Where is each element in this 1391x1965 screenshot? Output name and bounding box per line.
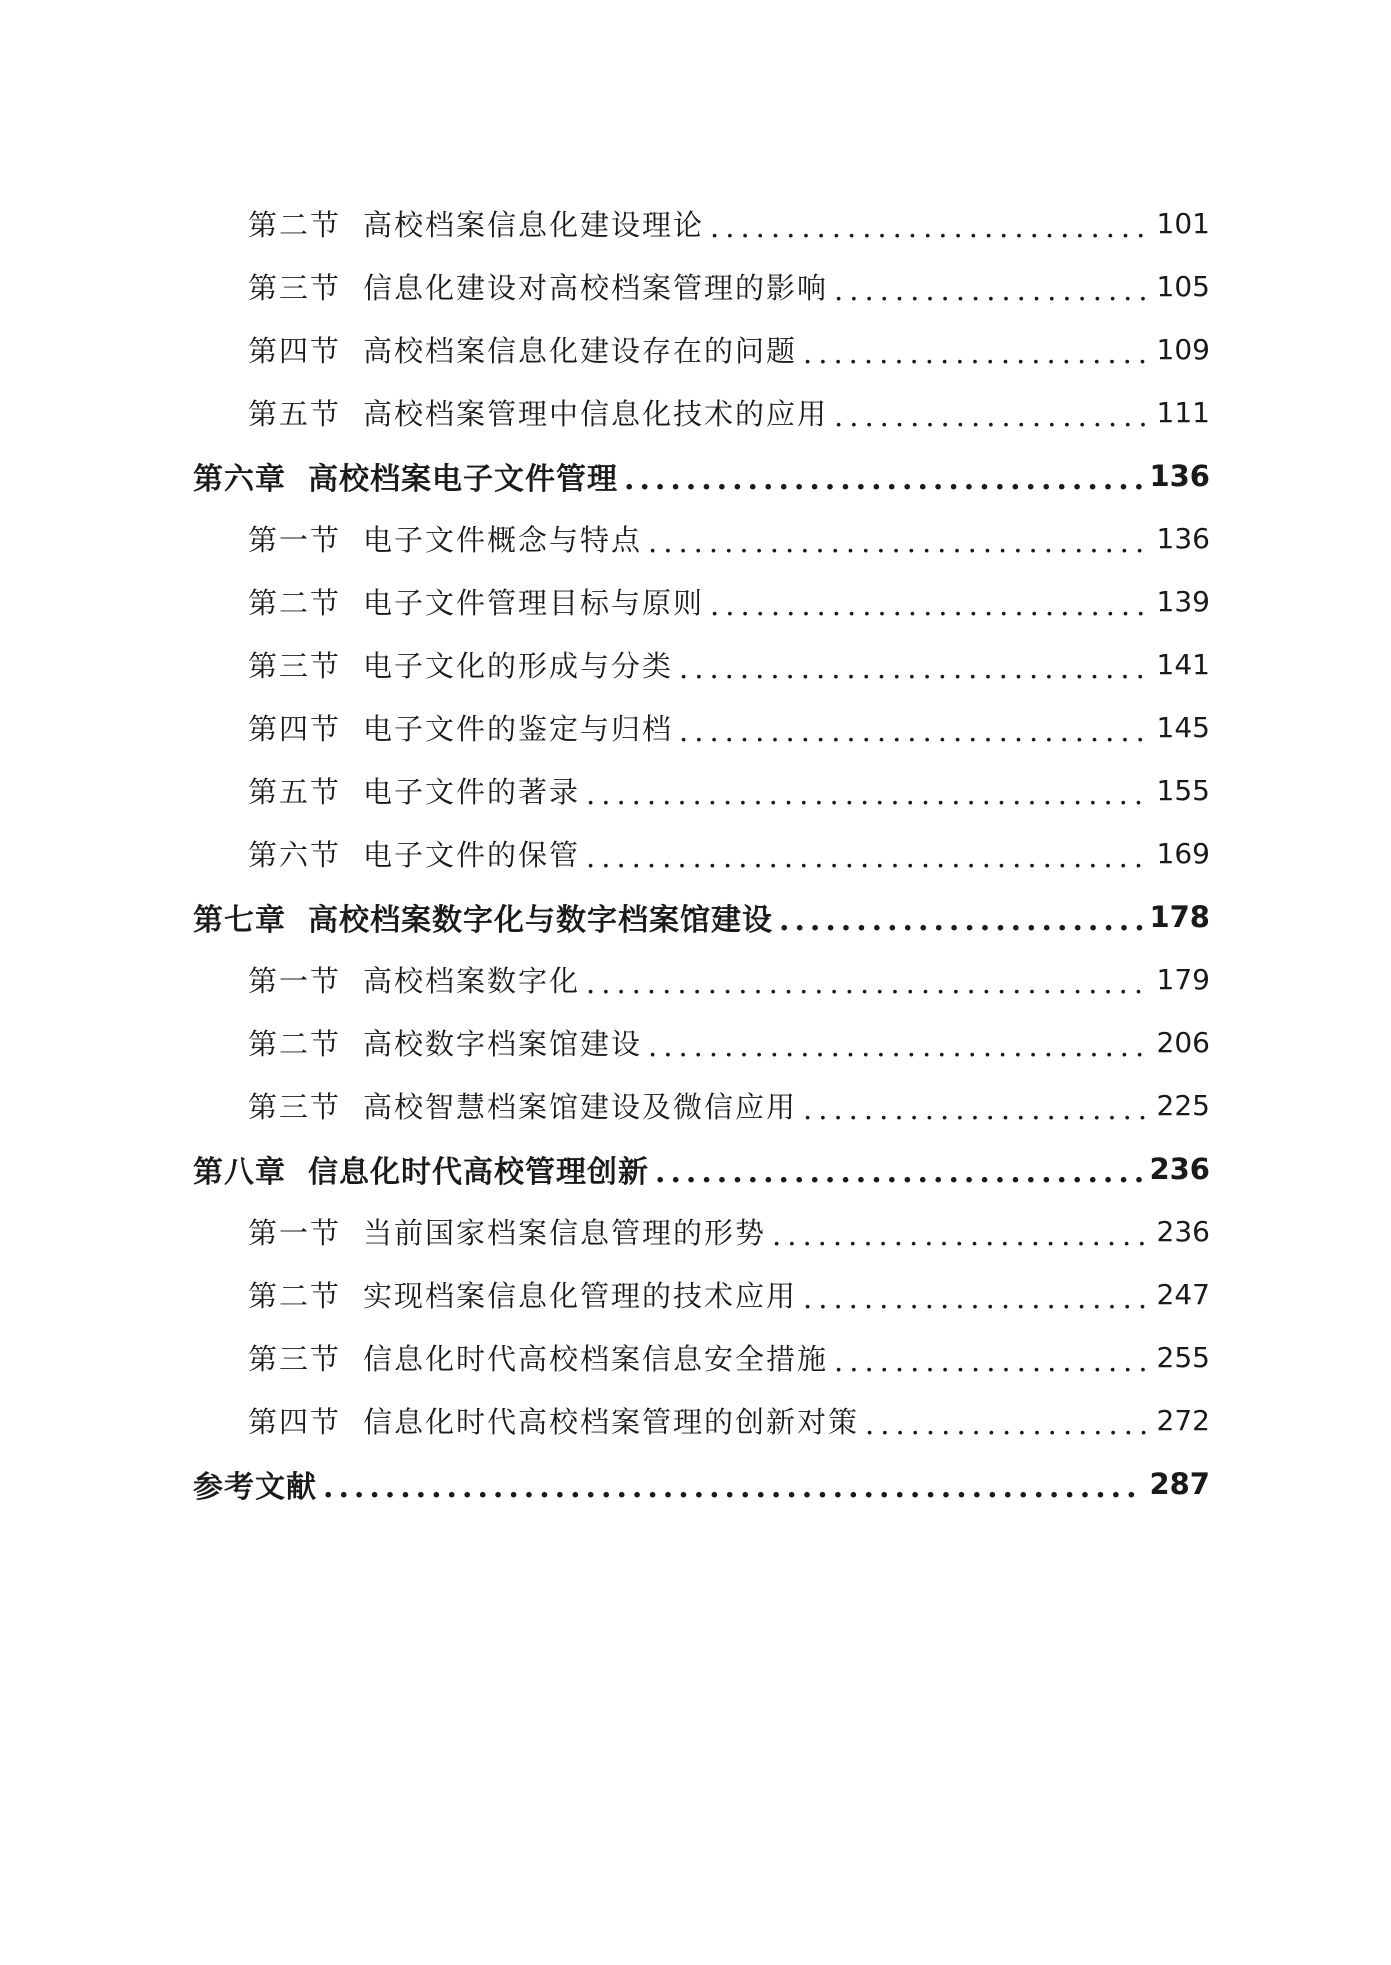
dot-leader xyxy=(655,1158,1143,1188)
dot-leader xyxy=(586,780,1151,809)
toc-entry-label xyxy=(248,518,642,559)
toc-entry[interactable] xyxy=(0,381,1210,444)
toc-entry-label xyxy=(248,1400,859,1441)
toc-entry-title: 电子文件概念与特点 xyxy=(363,523,643,557)
toc-entry-title: 高校档案数字化 xyxy=(363,964,581,998)
toc-entry-number: 第二节 xyxy=(248,586,342,620)
dot-leader xyxy=(803,1095,1151,1124)
toc-entry-label xyxy=(193,454,618,498)
toc-entry[interactable] xyxy=(0,1011,1210,1074)
toc-entry-number: 第四节 xyxy=(248,334,342,368)
toc-entry-page: 169 xyxy=(1156,837,1210,870)
toc-entry-title: 电子文化的形成与分类 xyxy=(363,649,674,683)
toc-entry-title: 高校档案信息化建设存在的问题 xyxy=(363,334,798,368)
toc-entry-title: 当前国家档案信息管理的形势 xyxy=(363,1216,767,1250)
toc-entry[interactable] xyxy=(0,822,1210,885)
toc-entry-label xyxy=(248,1022,642,1063)
toc-entry-number: 第四节 xyxy=(248,712,342,746)
toc-entry-number: 第二节 xyxy=(248,1027,342,1061)
toc-entry-page: 255 xyxy=(1156,1341,1210,1374)
toc-entry-label xyxy=(193,1147,649,1191)
toc-entry-label xyxy=(248,644,673,685)
toc-entry-title: 信息化时代高校档案信息安全措施 xyxy=(363,1342,829,1376)
toc-entry-label xyxy=(248,1274,797,1315)
toc-entry-number: 第三节 xyxy=(248,271,342,305)
toc-entry[interactable] xyxy=(0,1389,1210,1452)
toc-entry-number: 第四节 xyxy=(248,1405,342,1439)
dot-leader xyxy=(834,402,1151,431)
toc-entry-label xyxy=(248,1337,828,1378)
toc-entry[interactable] xyxy=(0,255,1210,318)
toc-entry[interactable] xyxy=(0,192,1210,255)
toc-entry-number: 第五节 xyxy=(248,775,342,809)
dot-leader xyxy=(586,843,1151,872)
toc-entry-page: 101 xyxy=(1156,207,1210,240)
toc-entry[interactable] xyxy=(0,507,1210,570)
toc-entry[interactable] xyxy=(0,948,1210,1011)
toc-entry-label xyxy=(248,203,704,244)
toc-entry-number: 第五节 xyxy=(248,397,342,431)
toc-entry-label xyxy=(248,392,828,433)
dot-leader xyxy=(710,213,1151,242)
toc-entry-page: 105 xyxy=(1156,270,1210,303)
toc-entry-page: 136 xyxy=(1156,522,1210,555)
toc-entry-page: 111 xyxy=(1156,396,1210,429)
toc-entry-title: 高校档案电子文件管理 xyxy=(308,461,618,497)
toc-entry-page: 206 xyxy=(1156,1026,1210,1059)
toc-entry-title: 电子文件的鉴定与归档 xyxy=(363,712,674,746)
toc-entry-number: 第二节 xyxy=(248,1279,342,1313)
toc-entry[interactable] xyxy=(0,696,1210,759)
toc-entry-page: 136 xyxy=(1149,458,1210,493)
toc-entry-page: 179 xyxy=(1156,963,1210,996)
toc-entry-title: 高校档案管理中信息化技术的应用 xyxy=(363,397,829,431)
toc-references-entry[interactable] xyxy=(0,1452,1210,1515)
dot-leader xyxy=(679,654,1151,683)
dot-leader xyxy=(586,969,1151,998)
toc-entry-title: 电子文件管理目标与原则 xyxy=(363,586,705,620)
toc-entry-number: 第一节 xyxy=(248,964,342,998)
toc-entry-label xyxy=(248,707,673,748)
toc-entry[interactable] xyxy=(0,1200,1210,1263)
toc-entry-page: 236 xyxy=(1149,1151,1210,1186)
toc-entry[interactable] xyxy=(0,633,1210,696)
toc-entry-label xyxy=(248,1211,766,1252)
dot-leader xyxy=(624,465,1143,495)
toc-entry-page: 247 xyxy=(1156,1278,1210,1311)
toc-entry-label xyxy=(248,329,797,370)
toc-entry-title: 信息化建设对高校档案管理的影响 xyxy=(363,271,829,305)
toc-entry-page: 287 xyxy=(1149,1466,1210,1501)
toc-entry-title: 参考文献 xyxy=(193,1469,317,1505)
dot-leader xyxy=(323,1473,1143,1503)
toc-entry-page: 272 xyxy=(1156,1404,1210,1437)
toc-entry-page: 145 xyxy=(1156,711,1210,744)
dot-leader xyxy=(803,339,1151,368)
toc-entry-title: 信息化时代高校档案管理的创新对策 xyxy=(363,1405,860,1439)
dot-leader xyxy=(803,1284,1151,1313)
toc-entry-page: 236 xyxy=(1156,1215,1210,1248)
toc-entry-title: 高校档案数字化与数字档案馆建设 xyxy=(308,902,773,938)
toc-entry-label xyxy=(248,833,580,874)
toc-entry-page: 141 xyxy=(1156,648,1210,681)
toc-entry-number: 第六节 xyxy=(248,838,342,872)
dot-leader xyxy=(779,906,1143,936)
toc-entry[interactable] xyxy=(0,1074,1210,1137)
toc-entry[interactable] xyxy=(0,1326,1210,1389)
dot-leader xyxy=(834,276,1151,305)
dot-leader xyxy=(679,717,1151,746)
toc-entry[interactable] xyxy=(0,1263,1210,1326)
toc-chapter-entry[interactable] xyxy=(0,885,1210,948)
toc-entry-number: 第七章 xyxy=(193,902,286,938)
dot-leader xyxy=(648,1032,1151,1061)
dot-leader xyxy=(834,1347,1151,1376)
dot-leader xyxy=(710,591,1151,620)
toc-entry-label xyxy=(248,581,704,622)
toc-entry[interactable] xyxy=(0,570,1210,633)
toc-entry-title: 高校档案信息化建设理论 xyxy=(363,208,705,242)
toc-entry-title: 电子文件的著录 xyxy=(363,775,581,809)
dot-leader xyxy=(865,1410,1151,1439)
dot-leader xyxy=(648,528,1151,557)
toc-entry[interactable] xyxy=(0,318,1210,381)
toc-entry-page: 178 xyxy=(1149,899,1210,934)
toc-entry-number: 第二节 xyxy=(248,208,342,242)
toc-entry-label xyxy=(193,1462,317,1506)
toc-entry-number: 第三节 xyxy=(248,1342,342,1376)
toc-entry-title: 高校智慧档案馆建设及微信应用 xyxy=(363,1090,798,1124)
toc-entry-page: 225 xyxy=(1156,1089,1210,1122)
toc-entry-number: 第三节 xyxy=(248,649,342,683)
toc-chapter-entry[interactable] xyxy=(0,444,1210,507)
toc-entry-title: 电子文件的保管 xyxy=(363,838,581,872)
toc-entry-title: 实现档案信息化管理的技术应用 xyxy=(363,1279,798,1313)
toc-entry-number: 第一节 xyxy=(248,523,342,557)
toc-entry-label xyxy=(248,770,580,811)
toc-entry-label xyxy=(248,959,580,1000)
toc-entry-label xyxy=(248,1085,797,1126)
toc-entry-title: 信息化时代高校管理创新 xyxy=(308,1154,649,1190)
toc-entry-page: 139 xyxy=(1156,585,1210,618)
dot-leader xyxy=(772,1221,1151,1250)
toc-entry-title: 高校数字档案馆建设 xyxy=(363,1027,643,1061)
toc-entry-page: 109 xyxy=(1156,333,1210,366)
toc-entry-number: 第三节 xyxy=(248,1090,342,1124)
toc-entry[interactable] xyxy=(0,759,1210,822)
toc-entry-label xyxy=(193,895,773,939)
toc-entry-page: 155 xyxy=(1156,774,1210,807)
toc-entry-number: 第八章 xyxy=(193,1154,286,1190)
toc-entry-number: 第六章 xyxy=(193,461,286,497)
table-of-contents xyxy=(0,192,1391,1515)
toc-entry-label xyxy=(248,266,828,307)
toc-chapter-entry[interactable] xyxy=(0,1137,1210,1200)
toc-entry-number: 第一节 xyxy=(248,1216,342,1250)
